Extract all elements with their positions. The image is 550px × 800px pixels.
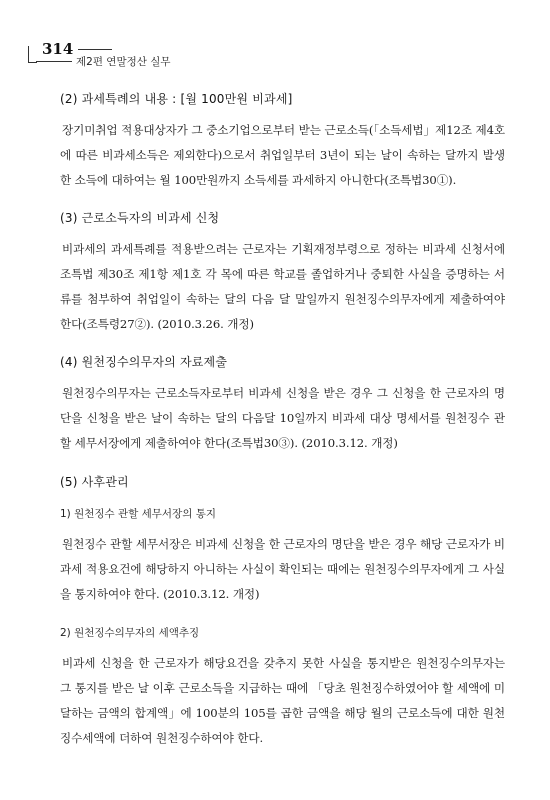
header-top-rule <box>78 49 112 50</box>
subsection-heading-2: 2) 원천징수의무자의 세액추징 <box>60 627 200 639</box>
header-bottom-rule <box>36 61 72 62</box>
section-heading-5: (5) 사후관리 <box>60 475 129 489</box>
section-4-paragraph: 원천징수의무자는 근로소득자로부터 비과세 신청을 받은 경우 그 신청을 한 근로자의 명단을 신청을 받은 날이 속하는 달의 다음달 10일까지 비과세 대상 명세서를 원천징수 관할 세무서장에게 제출하여야 한다(조특법30③). (2010.3.12. 개정) <box>60 386 505 450</box>
section-2-paragraph: 장기미취업 적용대상자가 그 중소기업으로부터 받는 근로소득(「소득세법」제12조 제4호에 따른 비과세소득은 제외한다)으로서 취업일부터 3년이 되는 날이 속하는 달까지 발생한 소득에 대하여는 월 100만원까지 소득세를 과세하지 아니한다(조특법30①). <box>60 123 505 187</box>
subsection-1-paragraph: 원천징수 관할 세무서장은 비과세 신청을 한 근로자의 명단을 받은 경우 해당 근로자가 비과세 적용요건에 해당하지 아니하는 사실이 확인되는 때에는 원천징수의무자에게 그 사실을 통지하여야 한다. (2010.3.12. 개정) <box>60 537 505 601</box>
subsection-heading-1: 1) 원천징수 관할 세무서장의 통지 <box>60 508 216 520</box>
page-number: 314 <box>42 40 74 58</box>
page-header <box>28 40 508 70</box>
section-3-paragraph: 비과세의 과세특례를 적용받으려는 근로자는 기획재정부령으로 정하는 비과세 신청서에 조특법 제30조 제1항 제1호 각 목에 따른 학교를 졸업하거나 중퇴한 사실을 증명하는 서류를 첨부하여 취업일이 속하는 달의 다음 달 말일까지 원천징수의무자에게 제출하여야 한다(조특령27②). (2010.3.26. 개정) <box>60 242 505 331</box>
section-heading-4: (4) 원천징수의무자의 자료제출 <box>60 355 228 369</box>
section-heading-2: (2) 과세특례의 내용 : [월 100만원 비과세] <box>60 92 293 106</box>
chapter-title: 제2편 연말정산 실무 <box>76 56 171 68</box>
section-heading-3: (3) 근로소득자의 비과세 신청 <box>60 211 220 225</box>
subsection-2-paragraph: 비과세 신청을 한 근로자가 해당요건을 갖추지 못한 사실을 통지받은 원천징수의무자는 그 통지를 받은 날 이후 근로소득을 지급하는 때에 「당초 원천징수하였어야 할 세액에 미달하는 금액의 합계액」에 100분의 105를 곱한 금액을 해당 월의 근로소득에 대한 원천징수세액에 더하여 원천징수하여야 한다. <box>60 656 505 745</box>
